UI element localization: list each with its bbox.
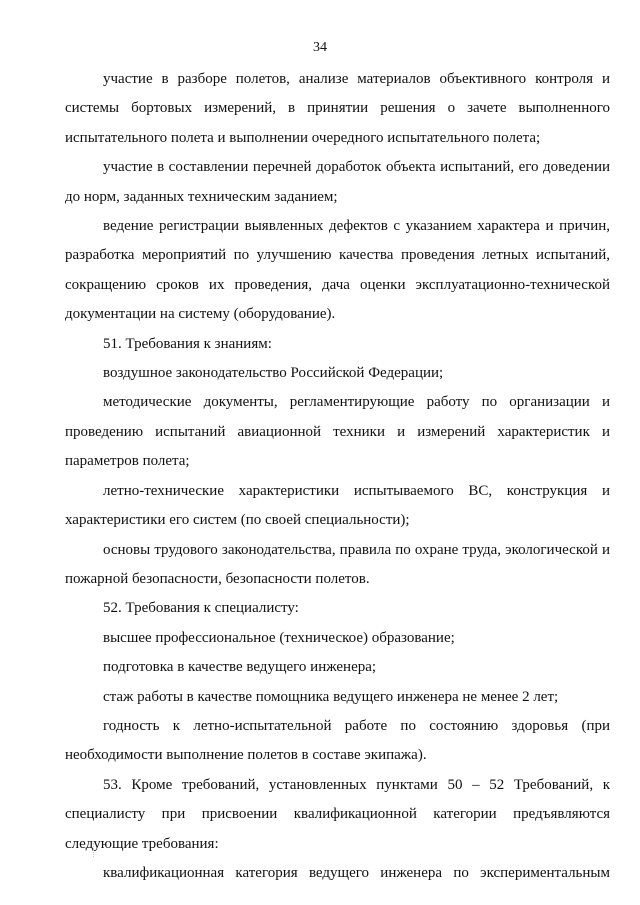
paragraph-training: подготовка в качестве ведущего инженера; — [103, 659, 377, 676]
document-body — [65, 65, 610, 888]
paragraph-methodical-documents: методические документы, регламентирующие работу по организации и проведению испытаний авиационной техники и измерений характеристик и параметров полета; — [65, 394, 610, 470]
paragraph-labor-law: основы трудового законодательства, правила по охране труда, экологической и пожарной безопасности, безопасности полетов. — [65, 541, 610, 587]
paragraph-defects: ведение регистрации выявленных дефектов с указанием характера и причин, разработка мероприятий по улучшению качества проведения летных испытаний, сокращению сроков их проведения, дача оценки эксплуатационно-технической документации на систему (оборудование). — [65, 218, 610, 323]
page-number: 34 — [313, 40, 327, 55]
paragraph-analysis: участие в разборе полетов, анализе материалов объективного контроля и системы бортовых измерений, в принятии решения о зачете выполненного испытательного полета и выполнении очередного испытательного полета; — [65, 71, 610, 146]
paragraph-health: годность к летно-испытательной работе по состоянию здоровья (при необходимости выполнение полетов в составе экипажа). — [65, 717, 610, 764]
paragraph-flight-characteristics: летно-технические характеристики испытываемого ВС, конструкция и характеристики его систем (по своей специальности); — [65, 482, 610, 529]
paragraph-category-continued: квалификационная категория ведущего инженера по экспериментальным — [103, 864, 610, 881]
heading-knowledge-requirements: 51. Требования к знаниям: — [103, 335, 272, 352]
paragraph-experience: стаж работы в качестве помощника ведущего инженера не менее 2 лет; — [103, 688, 559, 705]
paragraph-modifications: участие в составлении перечней доработок объекта испытаний, его доведении до норм, заданных техническим заданием; — [65, 159, 610, 205]
heading-specialist-requirements: 52. Требования к специалисту: — [103, 600, 299, 617]
paragraph-category-requirements: 53. Кроме требований, установленных пунктами 50 – 52 Требований, к специалисту при присвоении квалификационной категории предъявляются следующие требования: — [65, 776, 610, 852]
scan-artifact — [93, 843, 96, 857]
paragraph-air-legislation: воздушное законодательство Российской Федерации; — [103, 365, 444, 382]
paragraph-education: высшее профессиональное (техническое) образование; — [103, 629, 455, 646]
